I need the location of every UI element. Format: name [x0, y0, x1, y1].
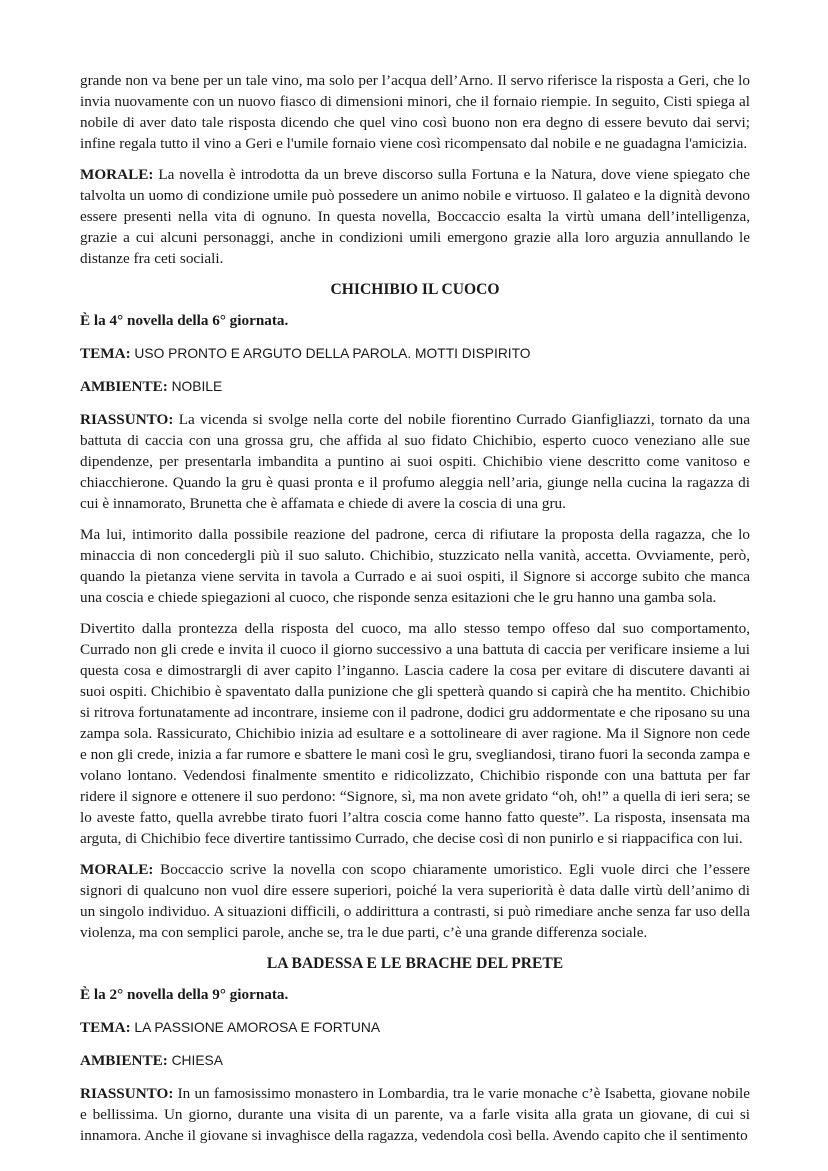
ambiente-line — [80, 376, 750, 397]
riassunto-paragraph — [80, 409, 750, 514]
section-subtitle: È la 2° novella della 9° giornata. — [80, 986, 289, 1003]
section-title-badessa: LA BADESSA E LE BRACHE DEL PRETE — [266, 955, 564, 972]
morale-label: MORALE: — [80, 166, 154, 183]
morale-paragraph-2 — [80, 859, 750, 943]
riassunto-label: RIASSUNTO: — [80, 411, 174, 428]
ambiente-label: AMBIENTE: — [80, 1052, 168, 1069]
tema-line — [80, 1017, 750, 1038]
section-subtitle: È la 4° novella della 6° giornata. — [80, 312, 289, 329]
intro-paragraph: grande non va bene per un tale vino, ma solo per l’acqua dell’Arno. Il servo riferisce la risposta a Geri, che lo invia nuovamente con un nuovo fiasco di dimensioni minori, che il fornaio riempie. In seguito, Cisti spiega al nobile di aver dato tale risposta dicendo che quel vino così buono non era degno di essere bevuto dai servi; infine regala tutto il vino a Geri e l'umile fornaio viene così ricompensato dal nobile e ne guadagna l'amicizia. — [80, 72, 750, 152]
section-title-chichibio: CHICHIBIO IL CUOCO — [330, 281, 500, 298]
story-paragraph-3: Divertito dalla prontezza della risposta del cuoco, ma allo stesso tempo offeso dal suo comportamento, Currado non gli crede e invita il cuoco il giorno successivo a una battuta di caccia per verificare insieme a lui questa cosa e dimostrargli di aver capito l’inganno. Lascia cadere la cosa per evitare di discutere davanti ai suoi ospiti. Chichibio è spaventato dalla punizione che gli spetterà quando si capirà che ha mentito. Chichibio si ritrova fortunatamente ad incontrare, insieme con il padrone, dodici gru addormentate e che riposano su una zampa sola. Rassicurato, Chichibio inizia ad esultare e a sottolineare di aver ragione. Ma il Signore non cede e non gli crede, inizia a far rumore e sbattere le mani così le gru, svegliandosi, tirano fuori la seconda zampa e volano lontano. Vedendosi finalmente smentito e ridicolizzato, Chichibio risponde con una battuta per far ridere il signore e ottenere il suo perdono: “Signore, sì, ma non avete gridato “oh, oh!” a quella di ieri sera; se lo aveste fatto, quella avrebbe tirato fuori l’altra coscia come hanno fatto queste”. La risposta, insensata ma arguta, di Chichibio fece divertire tantissimo Currado, che decise così di non punirlo e si riappacifica con lui. — [80, 620, 750, 847]
riassunto-paragraph-2 — [80, 1083, 750, 1146]
ambiente-value: NOBILE — [171, 379, 223, 394]
tema-label: TEMA: — [80, 345, 131, 362]
morale-text: La novella è introdotta da un breve discorso sulla Fortuna e la Natura, dove viene spiegato che talvolta un uomo di condizione umile può possedere un animo nobile e virtuoso. Il galateo e la dignità devono essere presenti nella vita di ognuno. In questa novella, Boccaccio esalta la virtù umana dell’intelligenza, grazie a cui alcuni personaggi, anche in condizioni umili emergono grazie alla loro arguzia annullando le distanze fra ceti sociali. — [80, 166, 750, 267]
story-paragraph-2: Ma lui, intimorito dalla possibile reazione del padrone, cerca di rifiutare la proposta della ragazza, che lo minaccia di non concedergli più il suo saluto. Chichibio, stuzzicato nella vanità, accetta. Ovviamente, però, quando la pietanza viene servita in tavola a Currado e ai suoi ospiti, il Signore si accorge subito che manca una coscia e chiede spiegazioni al cuoco, che risponde senza esitazioni che le gru hanno una gamba sola. — [80, 526, 750, 606]
document-page — [80, 70, 750, 1156]
tema-value: USO PRONTO E ARGUTO DELLA PAROLA. MOTTI DISPIRITO — [134, 346, 531, 361]
riassunto-text: La vicenda si svolge nella corte del nobile fiorentino Currado Gianfigliazzi, tornato da una battuta di caccia con una grossa gru, che affida al suo fidato Chichibio, esperto cuoco veneziano alle sue dipendenze, per presentarla imbandita a puntino ai suoi ospiti. Chichibio viene descritto come vanitoso e chiacchierone. Quando la gru è quasi pronta e il profumo aleggia nell’aria, giunge nella cucina la ragazza di cui è innamorato, Brunetta che è affamata e chiede di avere la coscia di una gru. — [80, 411, 751, 512]
tema-line — [80, 343, 750, 364]
morale-paragraph — [80, 164, 750, 269]
riassunto-label: RIASSUNTO: — [80, 1085, 174, 1102]
ambiente-line — [80, 1050, 750, 1071]
ambiente-value: CHIESA — [171, 1053, 223, 1068]
tema-label: TEMA: — [80, 1019, 131, 1036]
morale-text: Boccaccio scrive la novella con scopo chiaramente umoristico. Egli vuole dirci che l’essere signori di qualcuno non vuol dire essere superiori, poiché la vera superiorità è data dalle virtù dell’animo di un singolo individuo. A situazioni difficili, o addirittura a contrasti, si può rimediare anche senza far uso della violenza, ma con semplici parole, anche se, tra le due parti, c’è una grande differenza sociale. — [80, 861, 751, 941]
riassunto-text: In un famosissimo monastero in Lombardia, tra le varie monache c’è Isabetta, giovane nobile e bellissima. Un giorno, durante una visita di un parente, va a farle visita alla grata un giovane, di cui si innamora. Anche il giovane si invaghisce della ragazza, vedendola così bella. Avendo capito che il sentimento — [80, 1085, 751, 1144]
morale-label: MORALE: — [80, 861, 154, 878]
tema-value: LA PASSIONE AMOROSA E FORTUNA — [134, 1020, 381, 1035]
ambiente-label: AMBIENTE: — [80, 378, 168, 395]
